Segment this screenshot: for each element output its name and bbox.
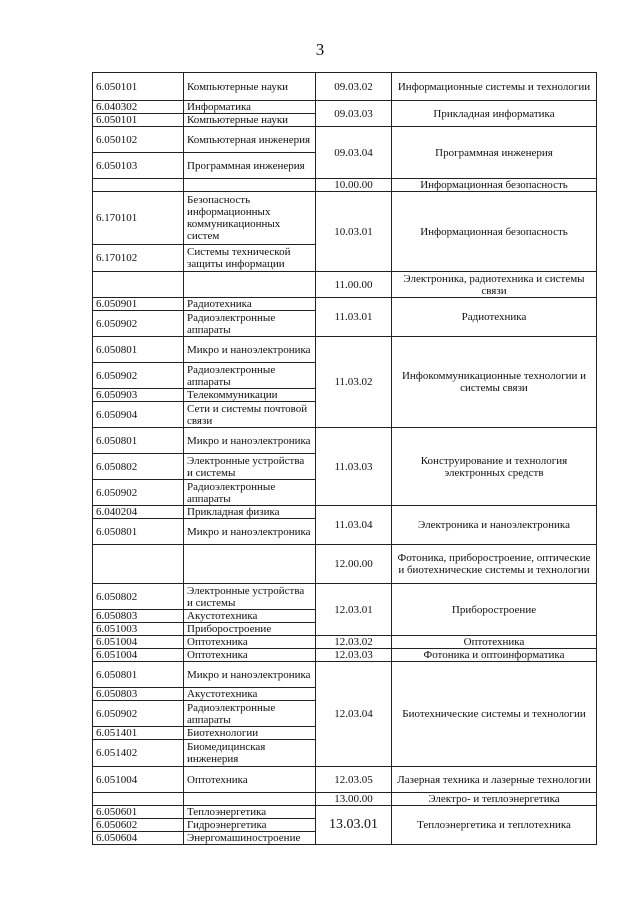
- table-row: [93, 767, 597, 793]
- old-code-cell: 6.050803: [93, 688, 184, 701]
- new-name-cell: Электроника и наноэлектроника: [392, 506, 597, 545]
- old-name-cell: Гидроэнергетика: [184, 819, 316, 832]
- old-code-cell: 6.170102: [93, 245, 184, 272]
- new-name-cell: Информационные системы и технологии: [392, 73, 597, 101]
- new-code-cell: 12.03.04: [316, 662, 392, 767]
- old-code-cell: 6.050801: [93, 519, 184, 545]
- old-code-cell: 6.050102: [93, 127, 184, 153]
- old-code-cell: 6.051401: [93, 727, 184, 740]
- old-code-cell: 6.050602: [93, 819, 184, 832]
- table-row: [93, 101, 597, 114]
- old-code-cell: 6.040302: [93, 101, 184, 114]
- old-code-cell: 6.050801: [93, 662, 184, 688]
- new-code-cell: 11.03.02: [316, 337, 392, 428]
- new-name-cell: Информационная безопасность: [392, 192, 597, 272]
- old-name-cell: Системы технической защиты информации: [184, 245, 316, 272]
- new-code-cell: 13.03.01: [316, 806, 392, 845]
- old-code-cell: 6.051004: [93, 636, 184, 649]
- new-name-cell: Биотехнические системы и технологии: [392, 662, 597, 767]
- table-row: [93, 179, 597, 192]
- new-code-cell: 09.03.04: [316, 127, 392, 179]
- table-row: [93, 73, 597, 101]
- old-name-cell: Радиотехника: [184, 298, 316, 311]
- new-code-cell: 11.03.01: [316, 298, 392, 337]
- old-name-cell: Программная инженерия: [184, 153, 316, 179]
- new-code-cell: 11.03.04: [316, 506, 392, 545]
- table-row: [93, 545, 597, 584]
- old-name-cell: Акустотехника: [184, 688, 316, 701]
- table-row: [93, 192, 597, 245]
- old-code-cell: 6.050101: [93, 114, 184, 127]
- new-name-cell: Теплоэнергетика и теплотехника: [392, 806, 597, 845]
- old-name-cell: Микро и наноэлектроника: [184, 337, 316, 363]
- old-code-cell: 6.050101: [93, 73, 184, 101]
- old-code-cell: [93, 545, 184, 584]
- old-code-cell: 6.050801: [93, 428, 184, 454]
- old-name-cell: [184, 272, 316, 298]
- old-code-cell: 6.051004: [93, 767, 184, 793]
- old-code-cell: 6.050902: [93, 363, 184, 389]
- new-code-cell: 12.03.02: [316, 636, 392, 649]
- new-code-cell: 10.03.01: [316, 192, 392, 272]
- old-name-cell: Акустотехника: [184, 610, 316, 623]
- old-name-cell: Энергомашиностроение: [184, 832, 316, 845]
- page-number: 3: [315, 40, 325, 59]
- old-name-cell: Радиоэлектронные аппараты: [184, 311, 316, 337]
- new-name-cell: Электроника, радиотехника и системы связи: [392, 272, 597, 298]
- specialties-table: [92, 72, 597, 845]
- old-name-cell: Безопасность информационных коммуникационных систем: [184, 192, 316, 245]
- table-row: [93, 636, 597, 649]
- old-name-cell: Радиоэлектронные аппараты: [184, 363, 316, 389]
- old-name-cell: Микро и наноэлектроника: [184, 428, 316, 454]
- new-name-cell: Информационная безопасность: [392, 179, 597, 192]
- new-name-cell: Приборостроение: [392, 584, 597, 636]
- old-name-cell: Сети и системы почтовой связи: [184, 402, 316, 428]
- new-code-cell: 12.03.05: [316, 767, 392, 793]
- old-code-cell: [93, 793, 184, 806]
- old-name-cell: Телекоммуникации: [184, 389, 316, 402]
- new-name-cell: Радиотехника: [392, 298, 597, 337]
- old-name-cell: Прикладная физика: [184, 506, 316, 519]
- old-code-cell: 6.050902: [93, 311, 184, 337]
- old-code-cell: 6.050803: [93, 610, 184, 623]
- old-code-cell: 6.040204: [93, 506, 184, 519]
- table-body: [93, 73, 597, 845]
- old-code-cell: 6.051402: [93, 740, 184, 767]
- new-code-cell: 12.00.00: [316, 545, 392, 584]
- old-code-cell: 6.050802: [93, 584, 184, 610]
- old-name-cell: Компьютерные науки: [184, 73, 316, 101]
- old-code-cell: [93, 272, 184, 298]
- old-name-cell: [184, 793, 316, 806]
- new-code-cell: 13.00.00: [316, 793, 392, 806]
- new-code-cell: 10.00.00: [316, 179, 392, 192]
- old-code-cell: 6.050901: [93, 298, 184, 311]
- new-name-cell: Лазерная техника и лазерные технологии: [392, 767, 597, 793]
- old-code-cell: 6.050904: [93, 402, 184, 428]
- old-code-cell: 6.051003: [93, 623, 184, 636]
- old-name-cell: Приборостроение: [184, 623, 316, 636]
- old-code-cell: 6.050604: [93, 832, 184, 845]
- old-name-cell: [184, 179, 316, 192]
- table-row: [93, 298, 597, 311]
- old-name-cell: Биомедицинская инженерия: [184, 740, 316, 767]
- table-row: [93, 649, 597, 662]
- old-name-cell: Компьютерная инженерия: [184, 127, 316, 153]
- new-name-cell: Фотоника, приборостроение, оптические и биотехнические системы и технологии: [392, 545, 597, 584]
- new-name-cell: Фотоника и оптоинформатика: [392, 649, 597, 662]
- old-name-cell: Микро и наноэлектроника: [184, 662, 316, 688]
- new-name-cell: Конструирование и технология электронных средств: [392, 428, 597, 506]
- old-name-cell: Компьютерные науки: [184, 114, 316, 127]
- old-code-cell: 6.051004: [93, 649, 184, 662]
- new-code-cell: 12.03.03: [316, 649, 392, 662]
- table-row: [93, 793, 597, 806]
- new-code-cell: 09.03.02: [316, 73, 392, 101]
- table-row: [93, 272, 597, 298]
- old-name-cell: Оптотехника: [184, 636, 316, 649]
- old-name-cell: Информатика: [184, 101, 316, 114]
- old-code-cell: 6.050103: [93, 153, 184, 179]
- new-name-cell: Программная инженерия: [392, 127, 597, 179]
- old-name-cell: Радиоэлектронные аппараты: [184, 701, 316, 727]
- old-code-cell: [93, 179, 184, 192]
- old-name-cell: Оптотехника: [184, 649, 316, 662]
- new-code-cell: 11.03.03: [316, 428, 392, 506]
- old-code-cell: 6.050903: [93, 389, 184, 402]
- old-name-cell: Теплоэнергетика: [184, 806, 316, 819]
- new-name-cell: Оптотехника: [392, 636, 597, 649]
- old-name-cell: Электронные устройства и системы: [184, 454, 316, 480]
- old-code-cell: 6.050802: [93, 454, 184, 480]
- old-name-cell: Электронные устройства и системы: [184, 584, 316, 610]
- old-name-cell: Биотехнологии: [184, 727, 316, 740]
- new-code-cell: 11.00.00: [316, 272, 392, 298]
- table-row: [93, 337, 597, 363]
- old-code-cell: 6.050902: [93, 701, 184, 727]
- old-code-cell: 6.050601: [93, 806, 184, 819]
- table-row: [93, 127, 597, 153]
- old-code-cell: 6.170101: [93, 192, 184, 245]
- new-code-cell: 12.03.01: [316, 584, 392, 636]
- old-name-cell: Радиоэлектронные аппараты: [184, 480, 316, 506]
- new-name-cell: Прикладная информатика: [392, 101, 597, 127]
- old-name-cell: [184, 545, 316, 584]
- new-code-cell: 09.03.03: [316, 101, 392, 127]
- table-row: [93, 806, 597, 819]
- new-name-cell: Инфокоммуникационные технологии и системы связи: [392, 337, 597, 428]
- table-row: [93, 662, 597, 688]
- old-code-cell: 6.050902: [93, 480, 184, 506]
- old-code-cell: 6.050801: [93, 337, 184, 363]
- table-row: [93, 428, 597, 454]
- old-name-cell: Оптотехника: [184, 767, 316, 793]
- old-name-cell: Микро и наноэлектроника: [184, 519, 316, 545]
- new-name-cell: Электро- и теплоэнергетика: [392, 793, 597, 806]
- table-row: [93, 584, 597, 610]
- table-row: [93, 506, 597, 519]
